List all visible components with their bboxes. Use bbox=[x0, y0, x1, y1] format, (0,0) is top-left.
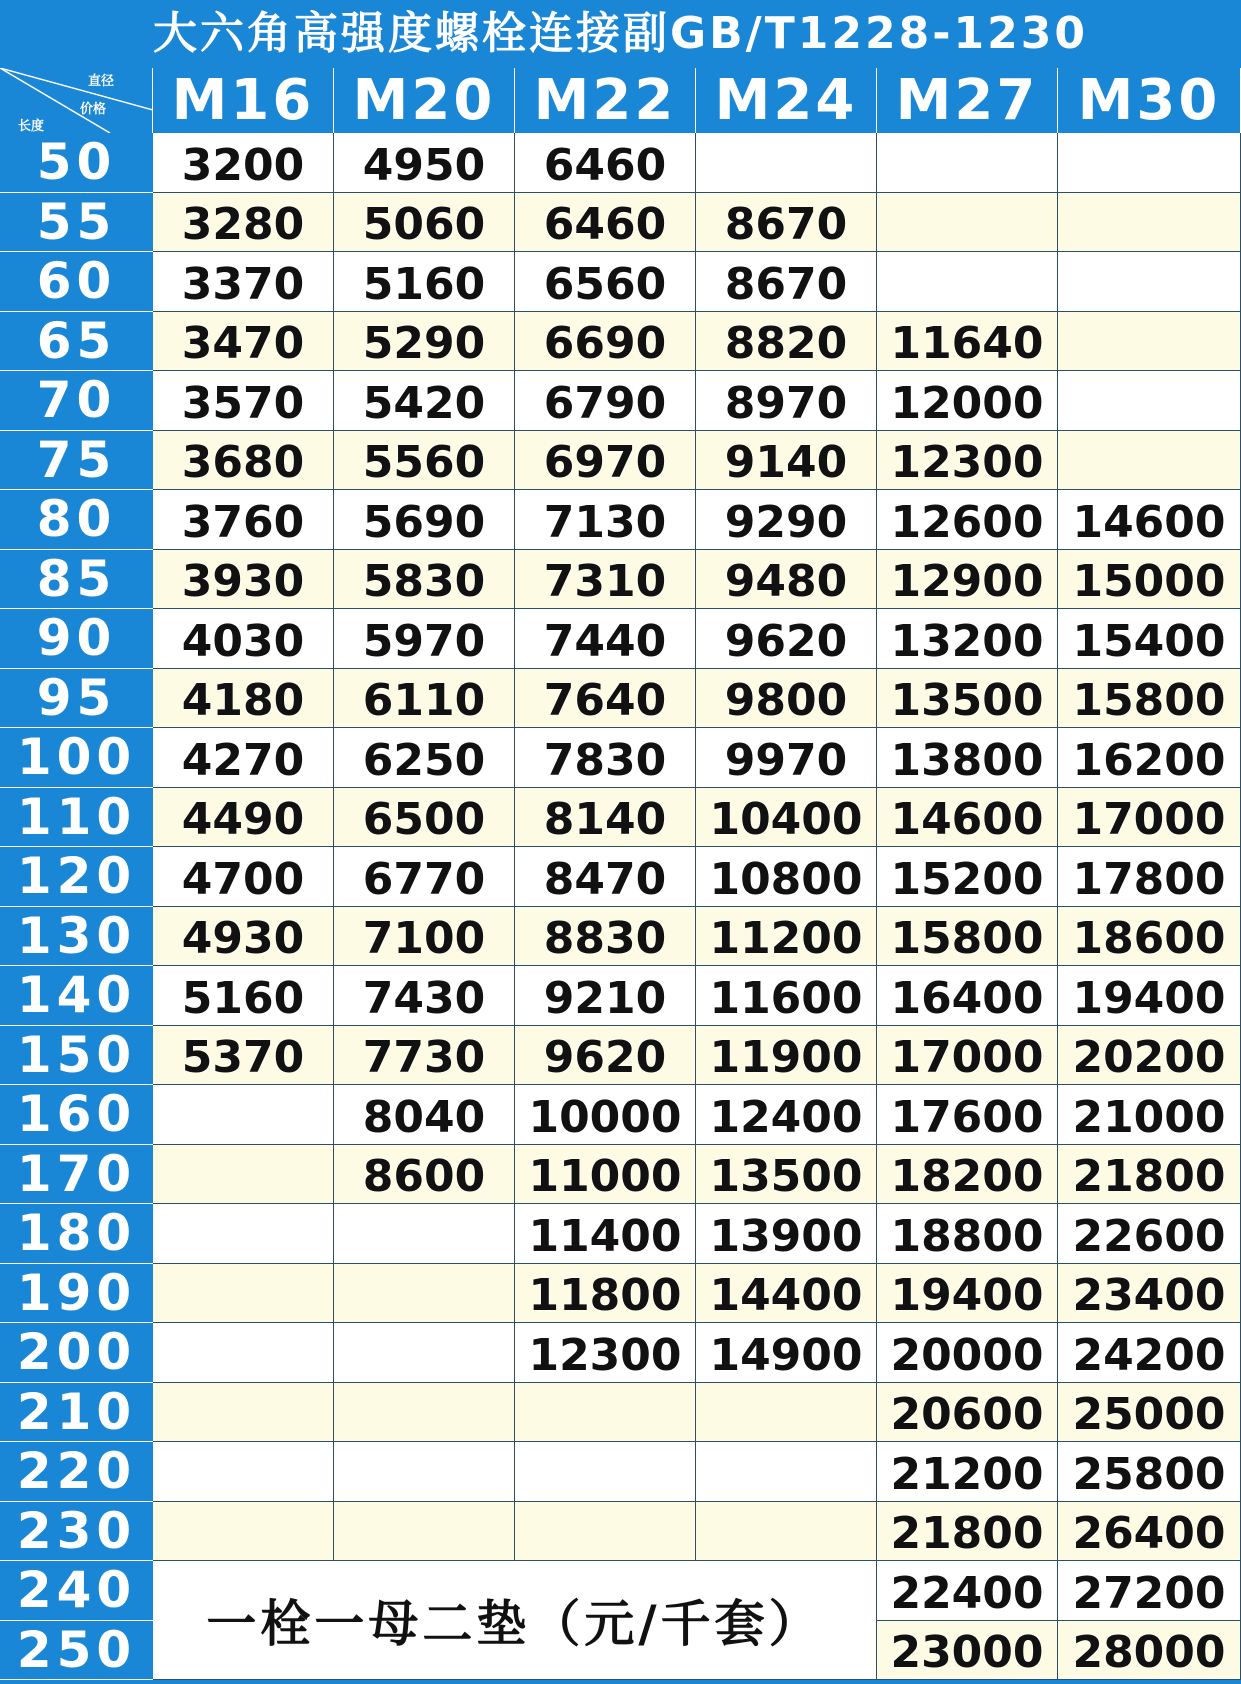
price-cell: 5290 bbox=[334, 312, 515, 372]
price-cell bbox=[1058, 431, 1241, 491]
price-cell: 16400 bbox=[877, 966, 1058, 1026]
price-cell: 9620 bbox=[696, 609, 877, 669]
price-cell bbox=[1058, 371, 1241, 431]
price-cell: 11000 bbox=[515, 1145, 696, 1205]
price-cell: 13200 bbox=[877, 609, 1058, 669]
price-cell: 3570 bbox=[153, 371, 334, 431]
price-cell: 5560 bbox=[334, 431, 515, 491]
price-cell: 25000 bbox=[1058, 1383, 1241, 1443]
price-cell: 18200 bbox=[877, 1145, 1058, 1205]
price-cell bbox=[153, 1204, 334, 1264]
price-cell: 21000 bbox=[1058, 1085, 1241, 1145]
price-cell bbox=[1058, 193, 1241, 253]
price-cell: 11900 bbox=[696, 1026, 877, 1086]
price-cell: 7440 bbox=[515, 609, 696, 669]
price-cell: 25800 bbox=[1058, 1442, 1241, 1502]
price-cell: 6770 bbox=[334, 847, 515, 907]
price-cell bbox=[696, 1442, 877, 1502]
column-header-m22: M22 bbox=[515, 68, 696, 133]
price-cell bbox=[1058, 133, 1241, 193]
price-cell: 10400 bbox=[696, 788, 877, 848]
price-cell: 4700 bbox=[153, 847, 334, 907]
price-cell: 7100 bbox=[334, 907, 515, 967]
price-cell: 12400 bbox=[696, 1085, 877, 1145]
price-cell: 15200 bbox=[877, 847, 1058, 907]
row-length-240: 240 bbox=[0, 1561, 153, 1621]
row-length-120: 120 bbox=[0, 847, 153, 907]
price-cell: 9970 bbox=[696, 728, 877, 788]
row-length-80: 80 bbox=[0, 490, 153, 550]
price-cell: 5160 bbox=[334, 252, 515, 312]
sheet-title: 大六角高强度螺栓连接副GB/T1228-1230 bbox=[153, 8, 1088, 59]
price-cell: 4180 bbox=[153, 669, 334, 729]
column-header-m27: M27 bbox=[877, 68, 1058, 133]
price-cell: 15800 bbox=[1058, 669, 1241, 729]
corner-header bbox=[0, 68, 153, 133]
price-cell: 9290 bbox=[696, 490, 877, 550]
price-cell: 13900 bbox=[696, 1204, 877, 1264]
price-cell: 17600 bbox=[877, 1085, 1058, 1145]
price-cell: 7130 bbox=[515, 490, 696, 550]
row-length-55: 55 bbox=[0, 193, 153, 253]
price-cell bbox=[334, 1323, 515, 1383]
price-cell bbox=[877, 252, 1058, 312]
price-cell bbox=[696, 1502, 877, 1562]
price-cell: 17000 bbox=[877, 1026, 1058, 1086]
price-cell: 11640 bbox=[877, 312, 1058, 372]
footnote: 一栓一母二垫（元/千套） bbox=[153, 1561, 877, 1680]
price-cell: 19400 bbox=[1058, 966, 1241, 1026]
row-length-200: 200 bbox=[0, 1323, 153, 1383]
price-cell bbox=[334, 1502, 515, 1562]
price-cell: 21800 bbox=[1058, 1145, 1241, 1205]
row-length-170: 170 bbox=[0, 1145, 153, 1205]
price-cell: 20200 bbox=[1058, 1026, 1241, 1086]
price-cell: 5690 bbox=[334, 490, 515, 550]
price-cell: 4490 bbox=[153, 788, 334, 848]
price-cell: 3680 bbox=[153, 431, 334, 491]
price-cell: 8670 bbox=[696, 252, 877, 312]
price-cell: 15800 bbox=[877, 907, 1058, 967]
price-cell: 7730 bbox=[334, 1026, 515, 1086]
price-cell: 6690 bbox=[515, 312, 696, 372]
price-cell: 6110 bbox=[334, 669, 515, 729]
price-cell: 5160 bbox=[153, 966, 334, 1026]
price-cell: 10000 bbox=[515, 1085, 696, 1145]
row-length-130: 130 bbox=[0, 907, 153, 967]
price-cell: 9480 bbox=[696, 550, 877, 610]
price-cell: 4930 bbox=[153, 907, 334, 967]
price-cell: 22600 bbox=[1058, 1204, 1241, 1264]
price-cell bbox=[153, 1383, 334, 1443]
price-cell bbox=[153, 1085, 334, 1145]
price-cell: 23400 bbox=[1058, 1264, 1241, 1324]
price-cell: 21200 bbox=[877, 1442, 1058, 1502]
price-cell: 6460 bbox=[515, 193, 696, 253]
price-cell: 15000 bbox=[1058, 550, 1241, 610]
column-header-m24: M24 bbox=[696, 68, 877, 133]
price-cell: 4950 bbox=[334, 133, 515, 193]
price-cell: 3470 bbox=[153, 312, 334, 372]
price-cell: 13500 bbox=[877, 669, 1058, 729]
price-cell: 28000 bbox=[1058, 1621, 1241, 1681]
row-length-90: 90 bbox=[0, 609, 153, 669]
price-cell: 3760 bbox=[153, 490, 334, 550]
price-cell: 8970 bbox=[696, 371, 877, 431]
price-cell: 6460 bbox=[515, 133, 696, 193]
price-cell: 12000 bbox=[877, 371, 1058, 431]
price-cell bbox=[515, 1442, 696, 1502]
price-cell: 14900 bbox=[696, 1323, 877, 1383]
price-cell: 13800 bbox=[877, 728, 1058, 788]
row-length-60: 60 bbox=[0, 252, 153, 312]
row-length-220: 220 bbox=[0, 1442, 153, 1502]
price-cell: 14400 bbox=[696, 1264, 877, 1324]
price-cell: 5420 bbox=[334, 371, 515, 431]
price-cell bbox=[334, 1442, 515, 1502]
price-cell: 6250 bbox=[334, 728, 515, 788]
price-cell: 3280 bbox=[153, 193, 334, 253]
row-length-95: 95 bbox=[0, 669, 153, 729]
price-cell: 18600 bbox=[1058, 907, 1241, 967]
row-length-70: 70 bbox=[0, 371, 153, 431]
price-cell: 16200 bbox=[1058, 728, 1241, 788]
price-cell bbox=[153, 1502, 334, 1562]
price-cell: 8670 bbox=[696, 193, 877, 253]
price-cell: 7310 bbox=[515, 550, 696, 610]
price-cell bbox=[1058, 312, 1241, 372]
price-cell: 11200 bbox=[696, 907, 877, 967]
price-cell: 9800 bbox=[696, 669, 877, 729]
price-cell bbox=[515, 1383, 696, 1443]
column-header-m30: M30 bbox=[1058, 68, 1241, 133]
price-cell: 5370 bbox=[153, 1026, 334, 1086]
price-cell: 12300 bbox=[515, 1323, 696, 1383]
price-cell bbox=[153, 1264, 334, 1324]
price-cell: 12600 bbox=[877, 490, 1058, 550]
row-length-50: 50 bbox=[0, 133, 153, 193]
column-header-m20: M20 bbox=[334, 68, 515, 133]
row-length-85: 85 bbox=[0, 550, 153, 610]
price-cell: 3200 bbox=[153, 133, 334, 193]
corner-price-label: 价格 bbox=[80, 102, 107, 117]
price-cell: 11400 bbox=[515, 1204, 696, 1264]
row-length-140: 140 bbox=[0, 966, 153, 1026]
price-cell: 7640 bbox=[515, 669, 696, 729]
price-cell: 9210 bbox=[515, 966, 696, 1026]
price-cell: 22400 bbox=[877, 1561, 1058, 1621]
price-cell bbox=[877, 133, 1058, 193]
price-cell: 3370 bbox=[153, 252, 334, 312]
price-cell: 18800 bbox=[877, 1204, 1058, 1264]
row-length-180: 180 bbox=[0, 1204, 153, 1264]
price-cell bbox=[153, 1145, 334, 1205]
row-length-100: 100 bbox=[0, 728, 153, 788]
price-cell: 6500 bbox=[334, 788, 515, 848]
price-cell: 8830 bbox=[515, 907, 696, 967]
price-cell: 19400 bbox=[877, 1264, 1058, 1324]
price-cell: 17000 bbox=[1058, 788, 1241, 848]
price-cell: 7430 bbox=[334, 966, 515, 1026]
price-cell: 6790 bbox=[515, 371, 696, 431]
price-cell: 4030 bbox=[153, 609, 334, 669]
price-cell: 5970 bbox=[334, 609, 515, 669]
price-cell bbox=[153, 1442, 334, 1502]
price-cell: 9140 bbox=[696, 431, 877, 491]
price-cell: 10800 bbox=[696, 847, 877, 907]
price-cell bbox=[334, 1264, 515, 1324]
price-cell: 21800 bbox=[877, 1502, 1058, 1562]
price-cell: 8600 bbox=[334, 1145, 515, 1205]
price-cell: 14600 bbox=[1058, 490, 1241, 550]
row-length-230: 230 bbox=[0, 1502, 153, 1562]
corner-diameter-label: 直径 bbox=[88, 74, 115, 89]
price-cell: 26400 bbox=[1058, 1502, 1241, 1562]
price-cell: 13500 bbox=[696, 1145, 877, 1205]
price-cell bbox=[696, 133, 877, 193]
price-cell: 3930 bbox=[153, 550, 334, 610]
price-cell: 12900 bbox=[877, 550, 1058, 610]
price-cell bbox=[334, 1383, 515, 1443]
price-cell: 4270 bbox=[153, 728, 334, 788]
price-cell: 8140 bbox=[515, 788, 696, 848]
price-cell: 7830 bbox=[515, 728, 696, 788]
price-cell bbox=[153, 1323, 334, 1383]
price-cell: 12300 bbox=[877, 431, 1058, 491]
price-cell: 8470 bbox=[515, 847, 696, 907]
price-cell: 6970 bbox=[515, 431, 696, 491]
price-cell bbox=[334, 1204, 515, 1264]
row-length-110: 110 bbox=[0, 788, 153, 848]
row-length-75: 75 bbox=[0, 431, 153, 491]
corner-length-label: 长度 bbox=[18, 119, 45, 133]
price-cell: 9620 bbox=[515, 1026, 696, 1086]
price-cell: 5060 bbox=[334, 193, 515, 253]
price-cell: 11800 bbox=[515, 1264, 696, 1324]
row-length-250: 250 bbox=[0, 1621, 153, 1681]
price-cell: 20000 bbox=[877, 1323, 1058, 1383]
price-cell: 8820 bbox=[696, 312, 877, 372]
price-cell: 11600 bbox=[696, 966, 877, 1026]
price-cell: 17800 bbox=[1058, 847, 1241, 907]
row-length-160: 160 bbox=[0, 1085, 153, 1145]
row-length-65: 65 bbox=[0, 312, 153, 372]
price-cell: 14600 bbox=[877, 788, 1058, 848]
row-length-190: 190 bbox=[0, 1264, 153, 1324]
price-cell: 24200 bbox=[1058, 1323, 1241, 1383]
price-cell bbox=[877, 193, 1058, 253]
price-cell: 27200 bbox=[1058, 1561, 1241, 1621]
price-cell: 5830 bbox=[334, 550, 515, 610]
row-length-210: 210 bbox=[0, 1383, 153, 1443]
column-header-m16: M16 bbox=[153, 68, 334, 133]
price-cell: 8040 bbox=[334, 1085, 515, 1145]
price-cell: 6560 bbox=[515, 252, 696, 312]
price-cell: 15400 bbox=[1058, 609, 1241, 669]
price-cell bbox=[1058, 252, 1241, 312]
price-cell bbox=[696, 1383, 877, 1443]
price-cell: 23000 bbox=[877, 1621, 1058, 1681]
row-length-150: 150 bbox=[0, 1026, 153, 1086]
price-cell: 20600 bbox=[877, 1383, 1058, 1443]
price-cell bbox=[515, 1502, 696, 1562]
